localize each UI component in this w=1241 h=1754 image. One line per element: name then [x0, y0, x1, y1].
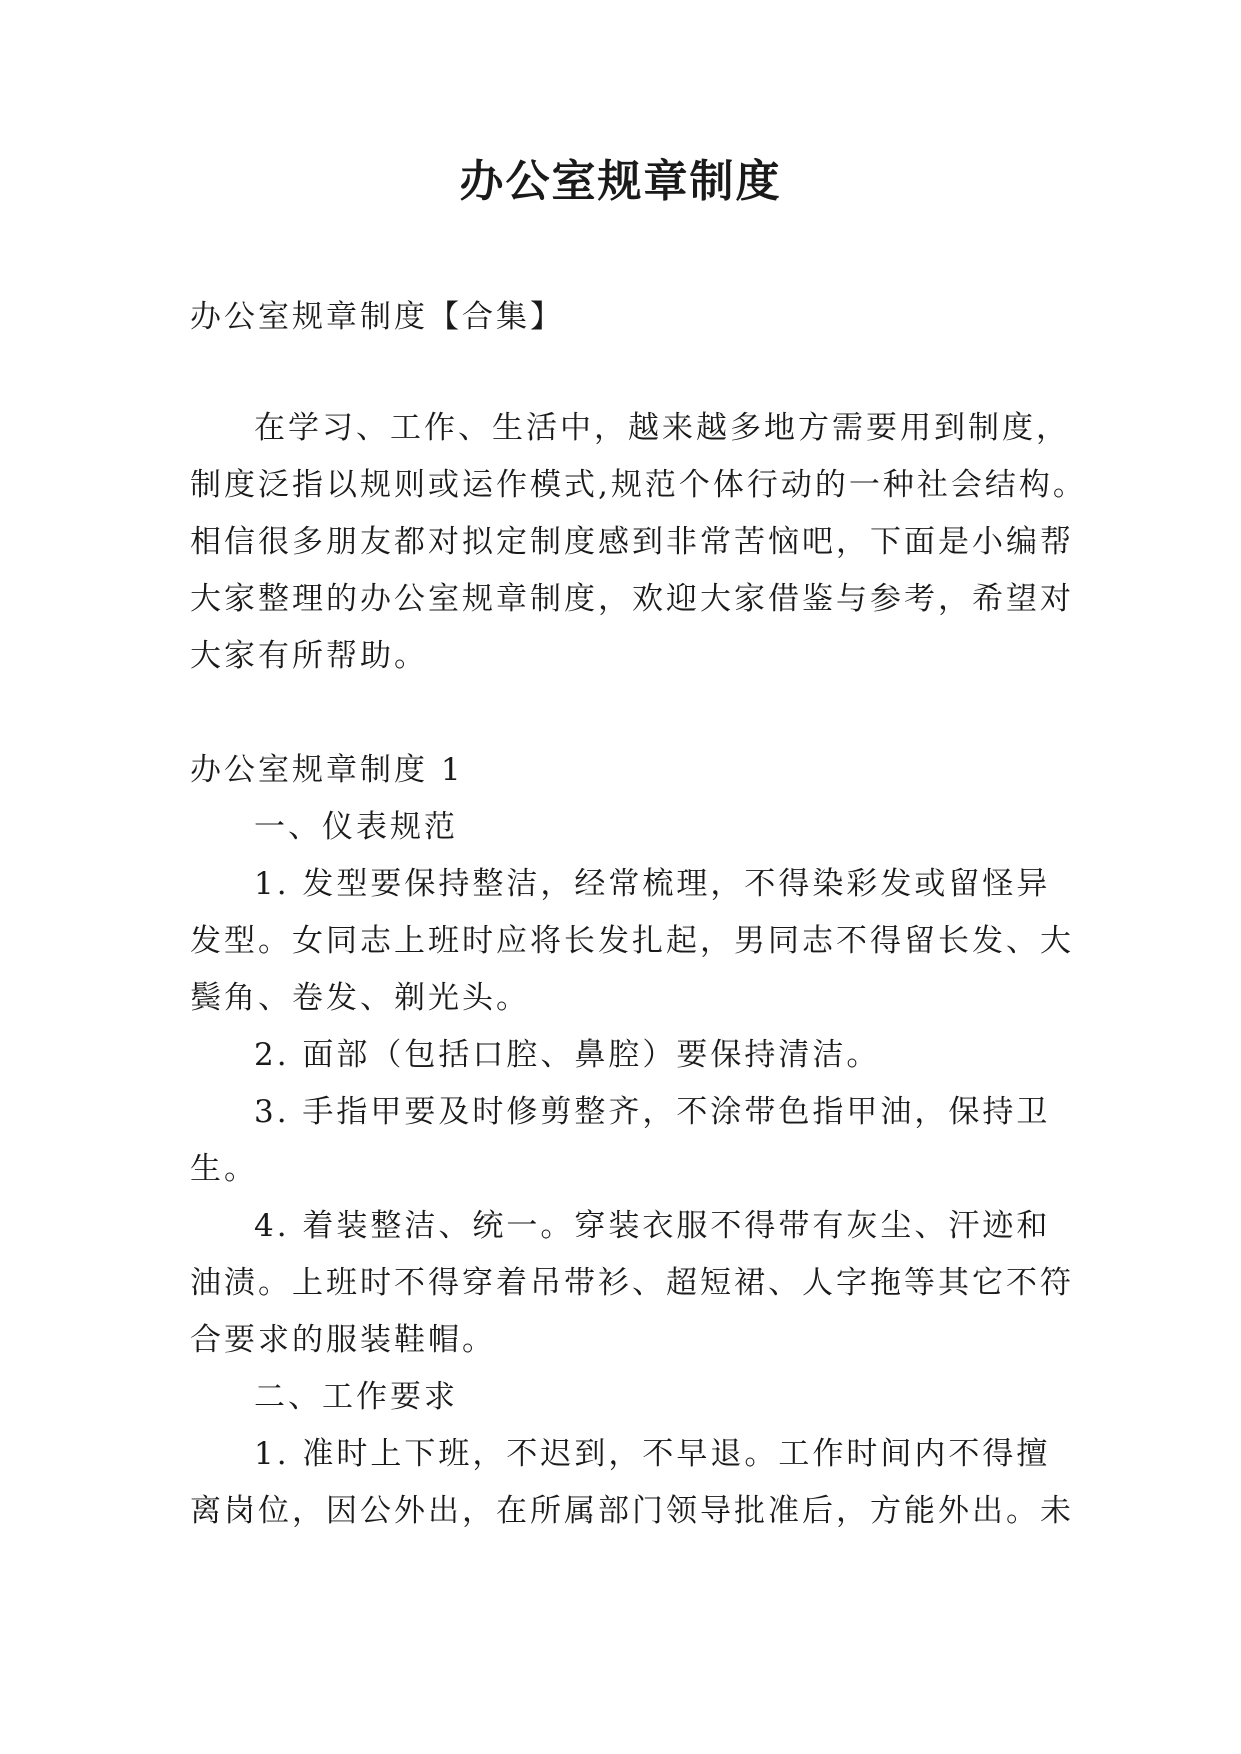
list-item-line: 鬓角、卷发、剃光头。 [190, 980, 530, 1016]
list-item-line: 3. 手指甲要及时修剪整齐，不涂带色指甲油，保持卫 [254, 1094, 1051, 1130]
part-heading: 一、仪表规范 [254, 809, 458, 845]
list-item-line: 离岗位，因公外出，在所属部门领导批准后，方能外出。未 [190, 1493, 1074, 1529]
intro-line: 大家整理的办公室规章制度，欢迎大家借鉴与参考，希望对 [190, 581, 1074, 617]
list-item-line: 1. 发型要保持整洁，经常梳理，不得染彩发或留怪异 [254, 866, 1051, 902]
list-item-line: 1. 准时上下班，不迟到，不早退。工作时间内不得擅 [254, 1436, 1051, 1472]
list-item-line: 2. 面部（包括口腔、鼻腔）要保持清洁。 [254, 1037, 881, 1073]
intro-line: 制度泛指以规则或运作模式,规范个体行动的一种社会结构。 [190, 467, 1087, 503]
list-item-line: 发型。女同志上班时应将长发扎起，男同志不得留长发、大 [190, 923, 1074, 959]
list-item-line: 生。 [190, 1151, 258, 1187]
part-heading: 二、工作要求 [254, 1379, 458, 1415]
intro-line: 在学习、工作、生活中，越来越多地方需要用到制度， [254, 410, 1070, 446]
intro-line: 相信很多朋友都对拟定制度感到非常苦恼吧，下面是小编帮 [190, 524, 1074, 560]
intro-line: 大家有所帮助。 [190, 638, 428, 674]
document-subtitle: 办公室规章制度【合集】 [190, 299, 564, 335]
list-item-line: 油渍。上班时不得穿着吊带衫、超短裙、人字拖等其它不符 [190, 1265, 1074, 1301]
list-item-line: 4. 着装整洁、统一。穿装衣服不得带有灰尘、汗迹和 [254, 1208, 1051, 1244]
section-heading: 办公室规章制度 1 [190, 752, 464, 788]
list-item-line: 合要求的服装鞋帽。 [190, 1322, 496, 1358]
document-title: 办公室规章制度 [459, 156, 782, 207]
